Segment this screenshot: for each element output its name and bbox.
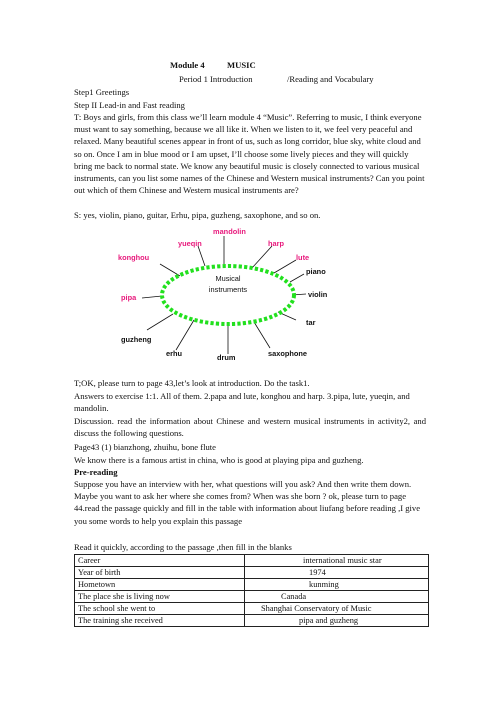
turn-page-43: T;OK, please turn to page 43,let’s look at introduction. Do the task1. — [74, 378, 310, 388]
period-section: /Reading and Vocabulary — [287, 74, 374, 84]
table-row — [75, 615, 429, 627]
fill-instruction: Read it quickly, according to the passage ,then fill in the blanks — [74, 542, 292, 552]
student-answer: S: yes, violin, piano, guitar, Erhu, pipa, guzheng, saxophone, and so on. — [74, 210, 321, 220]
module-subject: MUSIC — [227, 60, 256, 70]
table-label: Hometown — [75, 579, 245, 591]
label-erhu: erhu — [166, 349, 183, 358]
line-yueqin — [198, 246, 205, 266]
page43-items: Page43 (1) bianzhong, zhuihu, bone flute — [74, 442, 216, 452]
table-value: Shanghai Conservatory of Music — [245, 603, 429, 615]
label-guzheng: guzheng — [121, 335, 152, 344]
period-title: Period 1 Introduction — [179, 74, 253, 84]
line-erhu — [176, 320, 194, 350]
label-saxophone: saxophone — [268, 349, 308, 358]
label-yueqin: yueqin — [178, 239, 202, 248]
liufang-info-table — [74, 554, 429, 627]
line-konghou — [160, 264, 180, 276]
exercise-answers: Answers to exercise 1:1. All of them. 2.papa and lute, konghou and harp. 3.pipa, lute, yueqin, and mandolin. — [74, 391, 410, 414]
table-row — [75, 567, 429, 579]
table-value: pipa and guzheng — [245, 615, 429, 627]
table-value: kunming — [245, 579, 429, 591]
table-value: 1974 — [245, 567, 429, 579]
table-row — [75, 579, 429, 591]
table-label: The training she received — [75, 615, 245, 627]
pre-reading-paragraph: Suppose you have an interview with her, what questions will you ask? And then write them down. Maybe you want to ask her where she comes from? When was she born ? ok, please turn to page 44.read the passage quickly and fill in the table with information about liufang before reading ,I give you some words to help you explain this passage — [74, 479, 421, 526]
label-konghou: konghou — [118, 253, 150, 262]
label-harp: harp — [268, 239, 285, 248]
table-value: international music star — [245, 555, 429, 567]
table-label: The place she is living now — [75, 591, 245, 603]
step1-heading: Step1 Greetings — [74, 87, 130, 97]
intro-paragraph: T: Boys and girls, from this class we’ll learn module 4 “Music”. Referring to music, I think everyone must want to say something, because we all like it. When we listen to it, we feel very peaceful and relaxed. Many beautiful scenes appear in front of us, such as long corridor, blue sky, white cloud and so on. Once I am in blue mood or I am upset, I’ll choose some lively pieces and they will quickly bring me back to normal state. We know any beautiful music is closely connected to various musical instruments, can you list some names of the Chinese and Western musical instruments? Can you point out which of them Chinese and Western musical instruments are? — [74, 112, 425, 196]
label-violin: violin — [308, 290, 328, 299]
label-tar: tar — [306, 318, 316, 327]
discussion-text: Discussion. read the information about Chinese and western musical instruments in activity2, and discuss the following questions. — [74, 416, 426, 439]
table-row — [75, 591, 429, 603]
table-value: Canada — [245, 591, 429, 603]
step2-heading: Step II Lead-in and Fast reading — [74, 100, 185, 110]
instruments-diagram — [118, 226, 348, 361]
table-label: The school she went to — [75, 603, 245, 615]
module-title: Module 4 — [170, 60, 205, 70]
table-label: Year of birth — [75, 567, 245, 579]
label-drum: drum — [217, 353, 236, 362]
line-lute — [274, 260, 296, 273]
line-saxophone — [254, 322, 270, 348]
line-pipa — [142, 296, 162, 298]
label-piano: piano — [306, 267, 326, 276]
connector-lines — [142, 236, 306, 354]
line-piano — [290, 274, 304, 282]
line-harp — [252, 246, 272, 268]
label-pipa: pipa — [121, 293, 137, 302]
table-label: Career — [75, 555, 245, 567]
label-mandolin: mandolin — [213, 227, 246, 236]
label-lute: lute — [296, 253, 310, 262]
table-row — [75, 603, 429, 615]
artist-text: We know there is a famous artist in china, who is good at playing pipa and guzheng. — [74, 455, 364, 465]
center-label-1: Musical — [215, 274, 241, 283]
center-label-2: instruments — [208, 285, 248, 294]
pre-reading-heading: Pre-reading — [74, 467, 118, 477]
line-guzheng — [147, 314, 173, 330]
table-row — [75, 555, 429, 567]
